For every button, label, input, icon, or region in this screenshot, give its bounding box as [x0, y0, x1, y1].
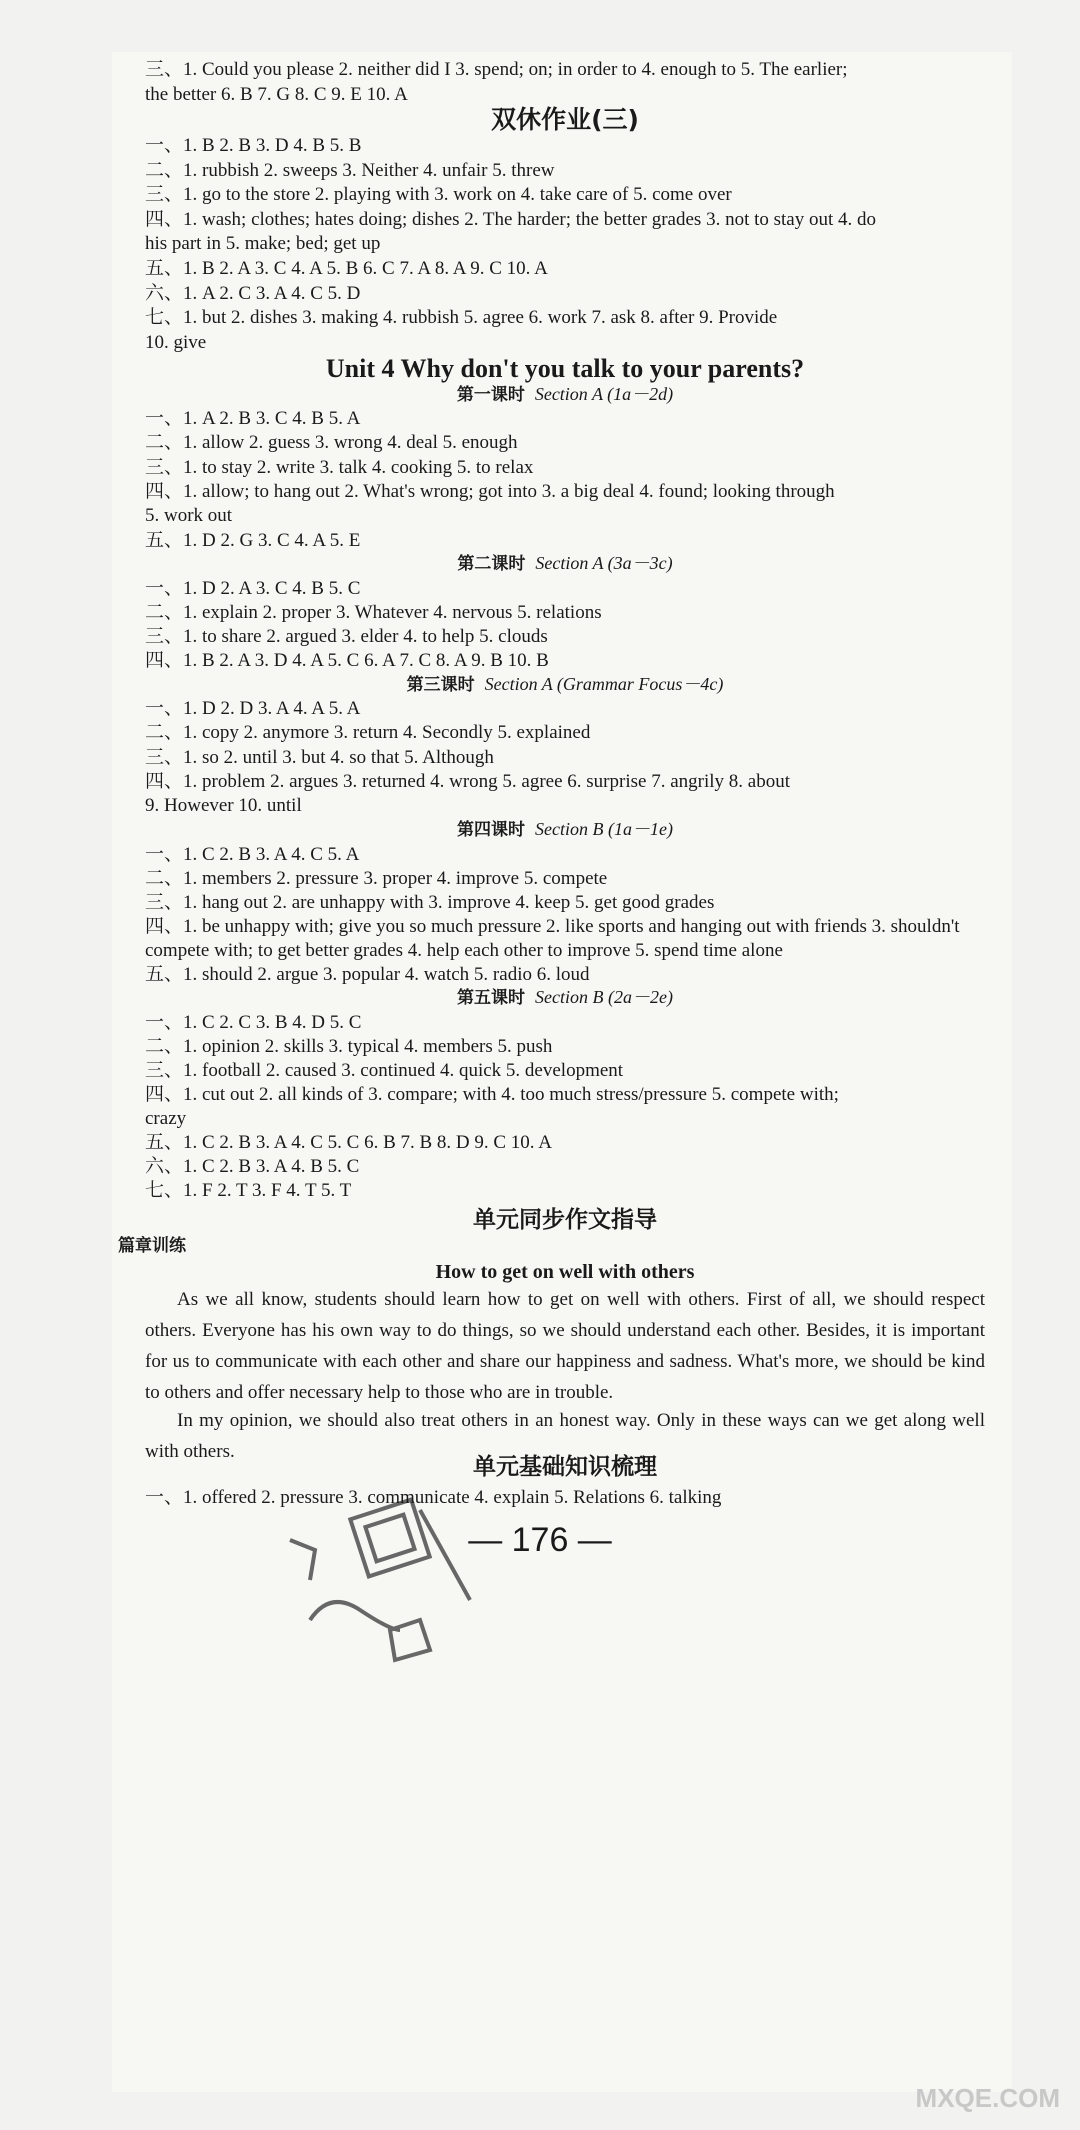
answer-line: 四、1. cut out 2. all kinds of 3. compare; with 4. too much stress/pressure 5. compete with;: [145, 1084, 839, 1105]
exercise-label: 篇章训练: [118, 1236, 186, 1256]
writing-section-title: 单元同步作文指导: [473, 1207, 657, 1233]
lesson-number: 第四课时: [457, 820, 526, 840]
answer-line: 六、1. C 2. B 3. A 4. B 5. C: [145, 1156, 360, 1177]
lesson-number: 第三课时: [406, 675, 475, 695]
lesson-section: Section B (1a－1e): [535, 819, 673, 839]
lesson-section: Section A (1a－2d): [534, 384, 674, 404]
answer-line: 10. give: [145, 332, 207, 353]
answer-line: 一、1. offered 2. pressure 3. communicate 4. explain 5. Relations 6. talking: [145, 1487, 722, 1508]
answer-line: 三、1. go to the store 2. playing with 3. work on 4. take care of 5. come over: [145, 184, 732, 205]
answer-line: 二、1. rubbish 2. sweeps 3. Neither 4. unfair 5. threw: [145, 160, 555, 181]
essay-paragraph: In my opinion, we should also treat others in an honest way. Only in these ways can we get along well with others.: [145, 1410, 985, 1462]
answer-line: 四、1. B 2. A 3. D 4. A 5. C 6. A 7. C 8. A 9. B 10. B: [145, 650, 549, 671]
answer-line: 五、1. D 2. G 3. C 4. A 5. E: [145, 530, 361, 551]
lesson-heading: [145, 816, 985, 843]
answer-line: the better 6. B 7. G 8. C 9. E 10. A: [145, 84, 408, 105]
answer-line: 一、1. D 2. A 3. C 4. B 5. C: [145, 578, 361, 599]
lesson-number: 第二课时: [457, 554, 526, 574]
answer-line: 二、1. allow 2. guess 3. wrong 4. deal 5. enough: [145, 432, 518, 453]
answer-line: 四、1. wash; clothes; hates doing; dishes 2. The harder; the better grades 3. not to stay out 4. do: [145, 209, 877, 230]
answer-line: 七、1. F 2. T 3. F 4. T 5. T: [145, 1180, 352, 1201]
answer-line: 一、1. B 2. B 3. D 4. B 5. B: [145, 135, 362, 156]
answer-line: 六、1. A 2. C 3. A 4. C 5. D: [145, 283, 361, 304]
lesson-heading: [145, 671, 985, 698]
answer-line: 四、1. be unhappy with; give you so much pressure 2. like sports and hanging out with friends 3. shouldn't: [145, 916, 960, 937]
answer-line: 四、1. problem 2. argues 3. returned 4. wrong 5. agree 6. surprise 7. angrily 8. about: [145, 771, 790, 792]
answer-line: 三、1. football 2. caused 3. continued 4. quick 5. development: [145, 1060, 624, 1081]
answer-line: crazy: [145, 1108, 187, 1129]
answer-line: 四、1. allow; to hang out 2. What's wrong; got into 3. a big deal 4. found; looking through: [145, 481, 835, 502]
answer-line: 二、1. members 2. pressure 3. proper 4. improve 5. compete: [145, 868, 608, 889]
answer-line: his part in 5. make; bed; get up: [145, 233, 381, 254]
answer-line: 三、1. hang out 2. are unhappy with 3. improve 4. keep 5. get good grades: [145, 892, 715, 913]
site-watermark: [880, 2042, 1060, 2114]
answer-line: 一、1. C 2. C 3. B 4. D 5. C: [145, 1012, 362, 1033]
page-number: — 176 —: [468, 1521, 612, 1559]
essay-title: How to get on well with others: [435, 1261, 695, 1283]
lesson-number: 第一课时: [456, 385, 525, 405]
answer-line: compete with; to get better grades 4. help each other to improve 5. spend time alone: [145, 940, 783, 961]
lesson-heading: [145, 381, 985, 408]
answer-line: 三、1. so 2. until 3. but 4. so that 5. Although: [145, 747, 494, 768]
lesson-number: 第五课时: [457, 988, 526, 1008]
unit-title: Unit 4 Why don't you talk to your parents?: [325, 354, 805, 383]
answer-line: 五、1. C 2. B 3. A 4. C 5. C 6. B 7. B 8. D 9. C 10. A: [145, 1132, 552, 1153]
lesson-section: Section A (3a－3c): [535, 553, 673, 573]
answer-line: 二、1. opinion 2. skills 3. typical 4. members 5. push: [145, 1036, 553, 1057]
lesson-section: Section B (2a－2e): [535, 987, 673, 1007]
lesson-heading: [145, 984, 985, 1011]
answer-line: 三、1. to share 2. argued 3. elder 4. to help 5. clouds: [145, 626, 548, 647]
answer-line: 一、1. C 2. B 3. A 4. C 5. A: [145, 844, 360, 865]
answer-line: 9. However 10. until: [145, 795, 302, 816]
essay-paragraph: As we all know, students should learn how to get on well with others. First of all, we should respect others. Everyone has his own way to do things, so we should understand each other. Besides, it is important for us to communicate with each other and share our happiness and sadness. What's more, we should be kind to others and offer necessary help to those who are in trouble.: [145, 1289, 985, 1403]
answer-line: 二、1. explain 2. proper 3. Whatever 4. nervous 5. relations: [145, 602, 602, 623]
answer-line: 5. work out: [145, 505, 233, 526]
answer-line: 五、1. should 2. argue 3. popular 4. watch 5. radio 6. loud: [145, 964, 590, 985]
answer-line: 二、1. copy 2. anymore 3. return 4. Secondly 5. explained: [145, 722, 591, 743]
answer-line: 一、1. D 2. D 3. A 4. A 5. A: [145, 698, 361, 719]
basics-section-title: 单元基础知识梳理: [473, 1454, 657, 1480]
section-title-weekend-3: 双休作业(三): [491, 105, 639, 134]
answer-line: 五、1. B 2. A 3. C 4. A 5. B 6. C 7. A 8. A 9. C 10. A: [145, 258, 548, 279]
lesson-section: Section A (Grammar Focus－4c): [484, 674, 724, 694]
watermark-text: MXQE.COM: [915, 2083, 1060, 2113]
answer-line: 三、1. Could you please 2. neither did I 3. spend; on; in order to 4. enough to 5. The earlier;: [145, 59, 848, 80]
answer-line: 一、1. A 2. B 3. C 4. B 5. A: [145, 408, 361, 429]
answer-line: 七、1. but 2. dishes 3. making 4. rubbish 5. agree 6. work 7. ask 8. after 9. Provide: [145, 307, 778, 328]
answer-line: 三、1. to stay 2. write 3. talk 4. cooking 5. to relax: [145, 457, 534, 478]
lesson-heading: [145, 550, 985, 577]
